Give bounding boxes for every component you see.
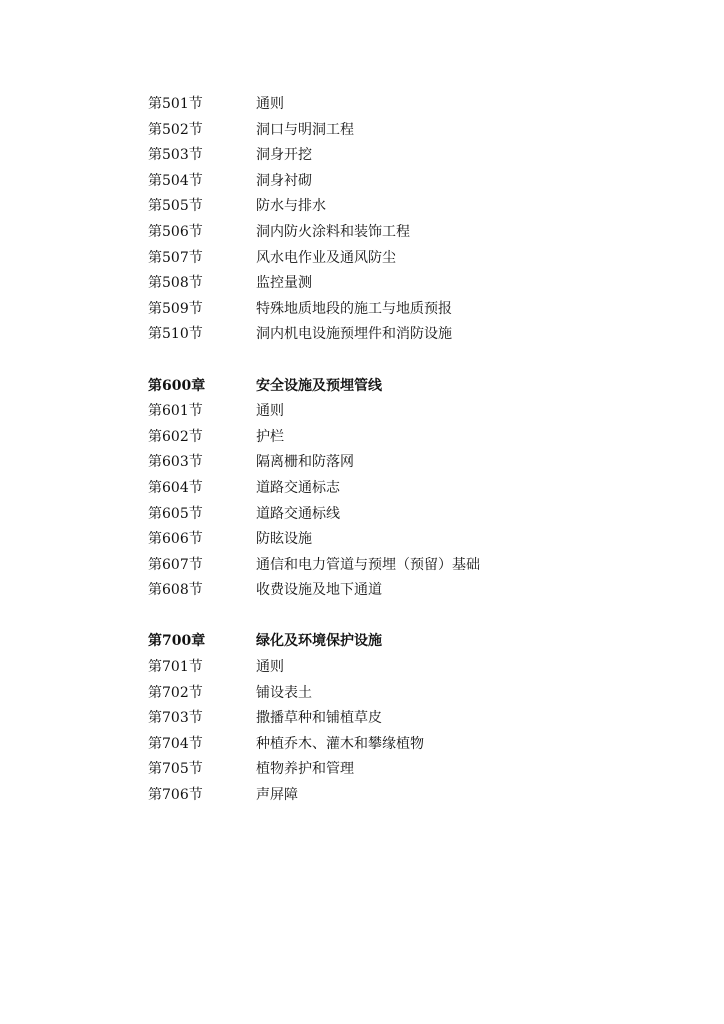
section-title: 通信和电力管道与预埋（预留）基础 xyxy=(256,556,480,573)
section-title: 洞身开挖 xyxy=(256,147,312,164)
toc-row xyxy=(148,732,668,758)
section-number: 第703节 xyxy=(148,710,203,727)
section-title: 洞内机电设施预埋件和消防设施 xyxy=(256,326,452,343)
toc-row xyxy=(148,450,668,476)
toc-row xyxy=(148,143,668,169)
section-title: 通则 xyxy=(256,659,284,676)
section-number: 第604节 xyxy=(148,479,203,496)
section-title: 声屏障 xyxy=(256,787,298,804)
toc-row xyxy=(148,681,668,707)
chapter-title: 安全设施及预埋管线 xyxy=(256,377,382,394)
section-number: 第504节 xyxy=(148,172,203,189)
section-number: 第605节 xyxy=(148,505,203,522)
toc-row xyxy=(148,757,668,783)
section-title: 洞口与明洞工程 xyxy=(256,121,354,138)
chapter-number: 第700章 xyxy=(148,633,206,650)
toc-row xyxy=(148,527,668,553)
toc-row xyxy=(148,271,668,297)
toc-row xyxy=(148,220,668,246)
section-spacer xyxy=(148,604,668,630)
section-title: 特殊地质地段的施工与地质预报 xyxy=(256,300,452,317)
section-title: 植物养护和管理 xyxy=(256,761,354,778)
toc-row xyxy=(148,169,668,195)
section-number: 第509节 xyxy=(148,300,203,317)
toc-row xyxy=(148,502,668,528)
toc-row xyxy=(148,476,668,502)
section-number: 第505节 xyxy=(148,198,203,215)
section-title: 种植乔木、灌木和攀缘植物 xyxy=(256,735,424,752)
section-title: 隔离栅和防落网 xyxy=(256,454,354,471)
chapter-title: 绿化及环境保护设施 xyxy=(256,633,382,650)
section-title: 护栏 xyxy=(256,428,284,445)
toc-row xyxy=(148,92,668,118)
chapter-heading xyxy=(148,629,668,655)
toc-row xyxy=(148,425,668,451)
section-number: 第606节 xyxy=(148,531,203,548)
section-title: 撒播草种和铺植草皮 xyxy=(256,710,382,727)
section-number: 第508节 xyxy=(148,275,203,292)
section-title: 铺设表土 xyxy=(256,684,312,701)
toc-row xyxy=(148,297,668,323)
section-title: 洞内防火涂料和装饰工程 xyxy=(256,223,410,240)
toc-row xyxy=(148,399,668,425)
section-title: 防眩设施 xyxy=(256,531,312,548)
toc-row xyxy=(148,783,668,809)
section-title: 防水与排水 xyxy=(256,198,326,215)
section-spacer xyxy=(148,348,668,374)
chapter-number: 第600章 xyxy=(148,377,206,394)
toc-row xyxy=(148,553,668,579)
section-number: 第602节 xyxy=(148,428,203,445)
toc-row xyxy=(148,578,668,604)
section-title: 道路交通标志 xyxy=(256,479,340,496)
section-number: 第704节 xyxy=(148,735,203,752)
section-number: 第705节 xyxy=(148,761,203,778)
section-title: 监控量测 xyxy=(256,275,312,292)
section-number: 第506节 xyxy=(148,223,203,240)
table-of-contents xyxy=(148,92,668,809)
section-title: 洞身衬砌 xyxy=(256,172,312,189)
section-number: 第503节 xyxy=(148,147,203,164)
section-number: 第507节 xyxy=(148,249,203,266)
toc-row xyxy=(148,655,668,681)
section-number: 第702节 xyxy=(148,684,203,701)
section-number: 第510节 xyxy=(148,326,203,343)
section-title: 风水电作业及通风防尘 xyxy=(256,249,396,266)
section-number: 第502节 xyxy=(148,121,203,138)
section-number: 第607节 xyxy=(148,556,203,573)
section-title: 收费设施及地下通道 xyxy=(256,582,382,599)
section-number: 第603节 xyxy=(148,454,203,471)
section-number: 第601节 xyxy=(148,403,203,420)
section-number: 第501节 xyxy=(148,96,203,112)
section-title: 通则 xyxy=(256,403,284,420)
toc-row xyxy=(148,246,668,272)
toc-row xyxy=(148,194,668,220)
section-number: 第608节 xyxy=(148,582,203,599)
toc-row xyxy=(148,322,668,348)
section-number: 第701节 xyxy=(148,659,203,676)
section-number: 第706节 xyxy=(148,787,203,804)
section-title: 通则 xyxy=(256,96,284,112)
chapter-heading xyxy=(148,374,668,400)
toc-row xyxy=(148,118,668,144)
section-title: 道路交通标线 xyxy=(256,505,340,522)
toc-row xyxy=(148,706,668,732)
